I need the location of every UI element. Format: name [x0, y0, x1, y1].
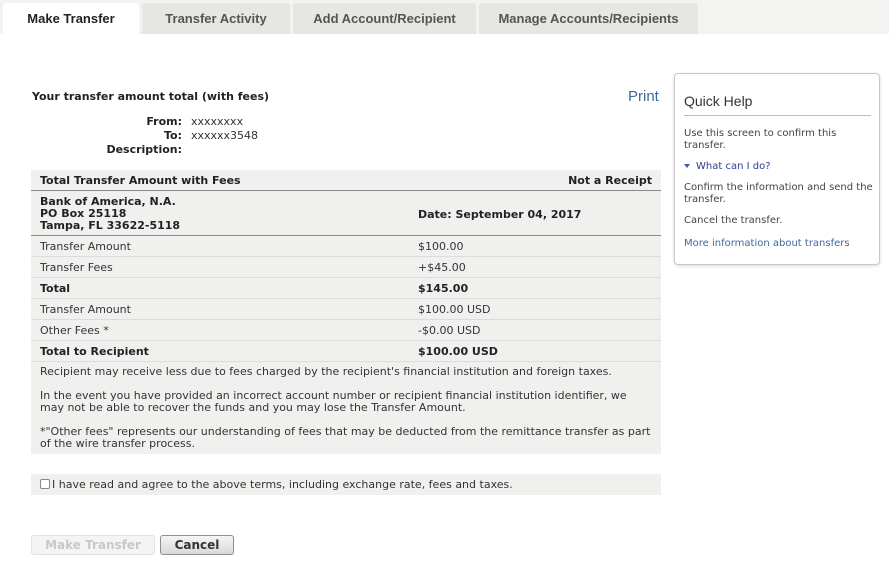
table-row	[31, 236, 661, 257]
disclosure-note: *"Other fees" represents our understanding of fees that may be deducted from the remittance transfer as part of the wire transfer process.	[40, 425, 651, 450]
disclosure-note: Recipient may receive less due to fees charged by the recipient's financial institution and foreign taxes.	[40, 365, 612, 378]
table-row-total	[31, 278, 661, 299]
row-label: Other Fees *	[40, 324, 109, 337]
what-can-i-do-toggle[interactable]	[684, 161, 771, 172]
row-value: $145.00	[418, 282, 469, 295]
disclosure-notes	[31, 362, 661, 454]
tab-make-transfer[interactable]: Make Transfer	[3, 3, 139, 34]
row-value: -$0.00 USD	[418, 324, 481, 337]
triangle-down-icon	[684, 164, 690, 168]
not-a-receipt-label: Not a Receipt	[568, 174, 652, 187]
row-value: +$45.00	[418, 261, 466, 274]
make-transfer-button[interactable]: Make Transfer	[31, 535, 155, 555]
table-row	[31, 257, 661, 278]
divider	[684, 115, 871, 116]
page-heading: Your transfer amount total (with fees)	[32, 90, 270, 103]
transfer-summary-table	[31, 170, 661, 454]
bank-info-row	[31, 191, 661, 236]
row-value: $100.00 USD	[418, 303, 491, 316]
bank-po-box: PO Box 25118	[40, 207, 127, 220]
tab-bar	[0, 0, 889, 34]
quick-help-intro: Use this screen to confirm this transfer.	[684, 128, 837, 151]
tab-add-account-recipient[interactable]: Add Account/Recipient	[293, 3, 476, 34]
table-row	[31, 320, 661, 341]
row-label: Total to Recipient	[40, 345, 149, 358]
agree-checkbox[interactable]	[40, 479, 50, 489]
row-label: Transfer Amount	[40, 303, 131, 316]
quick-help-item: Confirm the information and send the transfer.	[684, 182, 873, 205]
row-value: $100.00	[418, 240, 464, 253]
agree-label[interactable]: I have read and agree to the above terms, including exchange rate, fees and taxes.	[52, 478, 513, 491]
bank-city: Tampa, FL 33622-5118	[40, 219, 181, 232]
bank-address	[40, 196, 180, 232]
from-label: From:	[146, 115, 182, 128]
description-label: Description:	[106, 143, 182, 156]
to-label: To:	[164, 129, 182, 142]
quick-help-item: Cancel the transfer.	[684, 215, 783, 226]
disclosure-note: In the event you have provided an incorrect account number or recipient financial institution identifier, we may not be able to recover the funds and you may lose the Transfer Amount.	[40, 389, 627, 414]
transfer-details	[32, 115, 332, 157]
more-info-link[interactable]: More information about transfers	[684, 238, 850, 249]
to-value: xxxxxx3548	[191, 129, 259, 142]
table-row	[31, 299, 661, 320]
transfer-date: Date: September 04, 2017	[418, 208, 582, 221]
bank-name: Bank of America, N.A.	[40, 195, 176, 208]
quick-help-title: Quick Help	[684, 93, 753, 109]
toggle-label: What can I do?	[696, 161, 771, 172]
tab-manage-accounts-recipients[interactable]: Manage Accounts/Recipients	[479, 3, 698, 34]
cancel-button[interactable]: Cancel	[160, 535, 234, 555]
tab-transfer-activity[interactable]: Transfer Activity	[142, 3, 290, 34]
row-label: Transfer Amount	[40, 240, 131, 253]
quick-help-panel	[674, 73, 880, 265]
terms-agreement	[31, 474, 661, 495]
row-label: Transfer Fees	[40, 261, 113, 274]
row-value: $100.00 USD	[418, 345, 498, 358]
print-link[interactable]: Print	[628, 88, 659, 105]
from-value: xxxxxxxx	[191, 115, 244, 128]
table-header-title: Total Transfer Amount with Fees	[40, 174, 241, 187]
row-label: Total	[40, 282, 71, 295]
table-header	[31, 170, 661, 191]
table-row-total-to-recipient	[31, 341, 661, 362]
